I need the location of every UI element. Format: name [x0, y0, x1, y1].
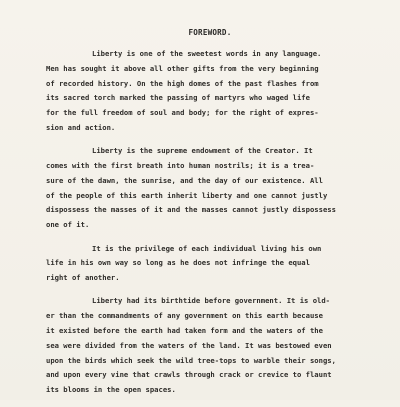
text-line: of the people of this earth inherit liberty and one cannot justly	[46, 190, 328, 200]
text-line: for the full freedom of soul and body; for the right of expres-	[46, 108, 319, 118]
text-line: Liberty had its birthtide before government. It is old-	[92, 296, 330, 306]
paragraph-3	[46, 242, 364, 286]
text-line: of recorded history. On the high domes of the past flashes from	[46, 78, 319, 88]
text-line: its blooms in the open spaces.	[46, 385, 176, 395]
text-line: life in his own way so long as he does not infringe the equal	[46, 258, 310, 268]
text-line: it existed before the earth had taken form and the waters of the	[46, 326, 323, 336]
text-line: and upon every vine that crawls through crack or crevice to flaunt	[46, 370, 332, 380]
text-line: er than the commandments of any government on this earth because	[46, 311, 323, 321]
text-line: sure of the dawn, the sunrise, and the day of our existence. All	[46, 175, 323, 185]
text-line: upon the birds which seek the wild tree-tops to warble their songs,	[46, 355, 336, 365]
text-line: its sacred torch marked the passing of martyrs who waged life	[46, 93, 310, 103]
text-line: sea were divided from the waters of the land. It was bestowed even	[46, 340, 332, 350]
text-line: right of another.	[46, 273, 120, 283]
text-line: one of it.	[46, 220, 90, 230]
text-line: dispossess the masses of it and the masses cannot justly dispossess	[46, 205, 336, 215]
document-title: FOREWORD.	[188, 28, 232, 37]
paragraph-2	[46, 144, 364, 233]
text-line: Liberty is the supreme endowment of the Creator. It	[92, 146, 313, 156]
text-line: Men has sought it above all other gifts from the very beginning	[46, 63, 319, 73]
text-line: Liberty is one of the sweetest words in any language.	[92, 49, 322, 58]
text-line: It is the privilege of each individual living his own	[92, 243, 322, 253]
text-line: comes with the first breath into human nostrils; it is a trea-	[46, 161, 315, 171]
document-body	[46, 28, 364, 407]
paragraph-4	[46, 294, 364, 398]
paragraph-1	[46, 47, 364, 136]
text-line: sion and action.	[46, 122, 116, 132]
